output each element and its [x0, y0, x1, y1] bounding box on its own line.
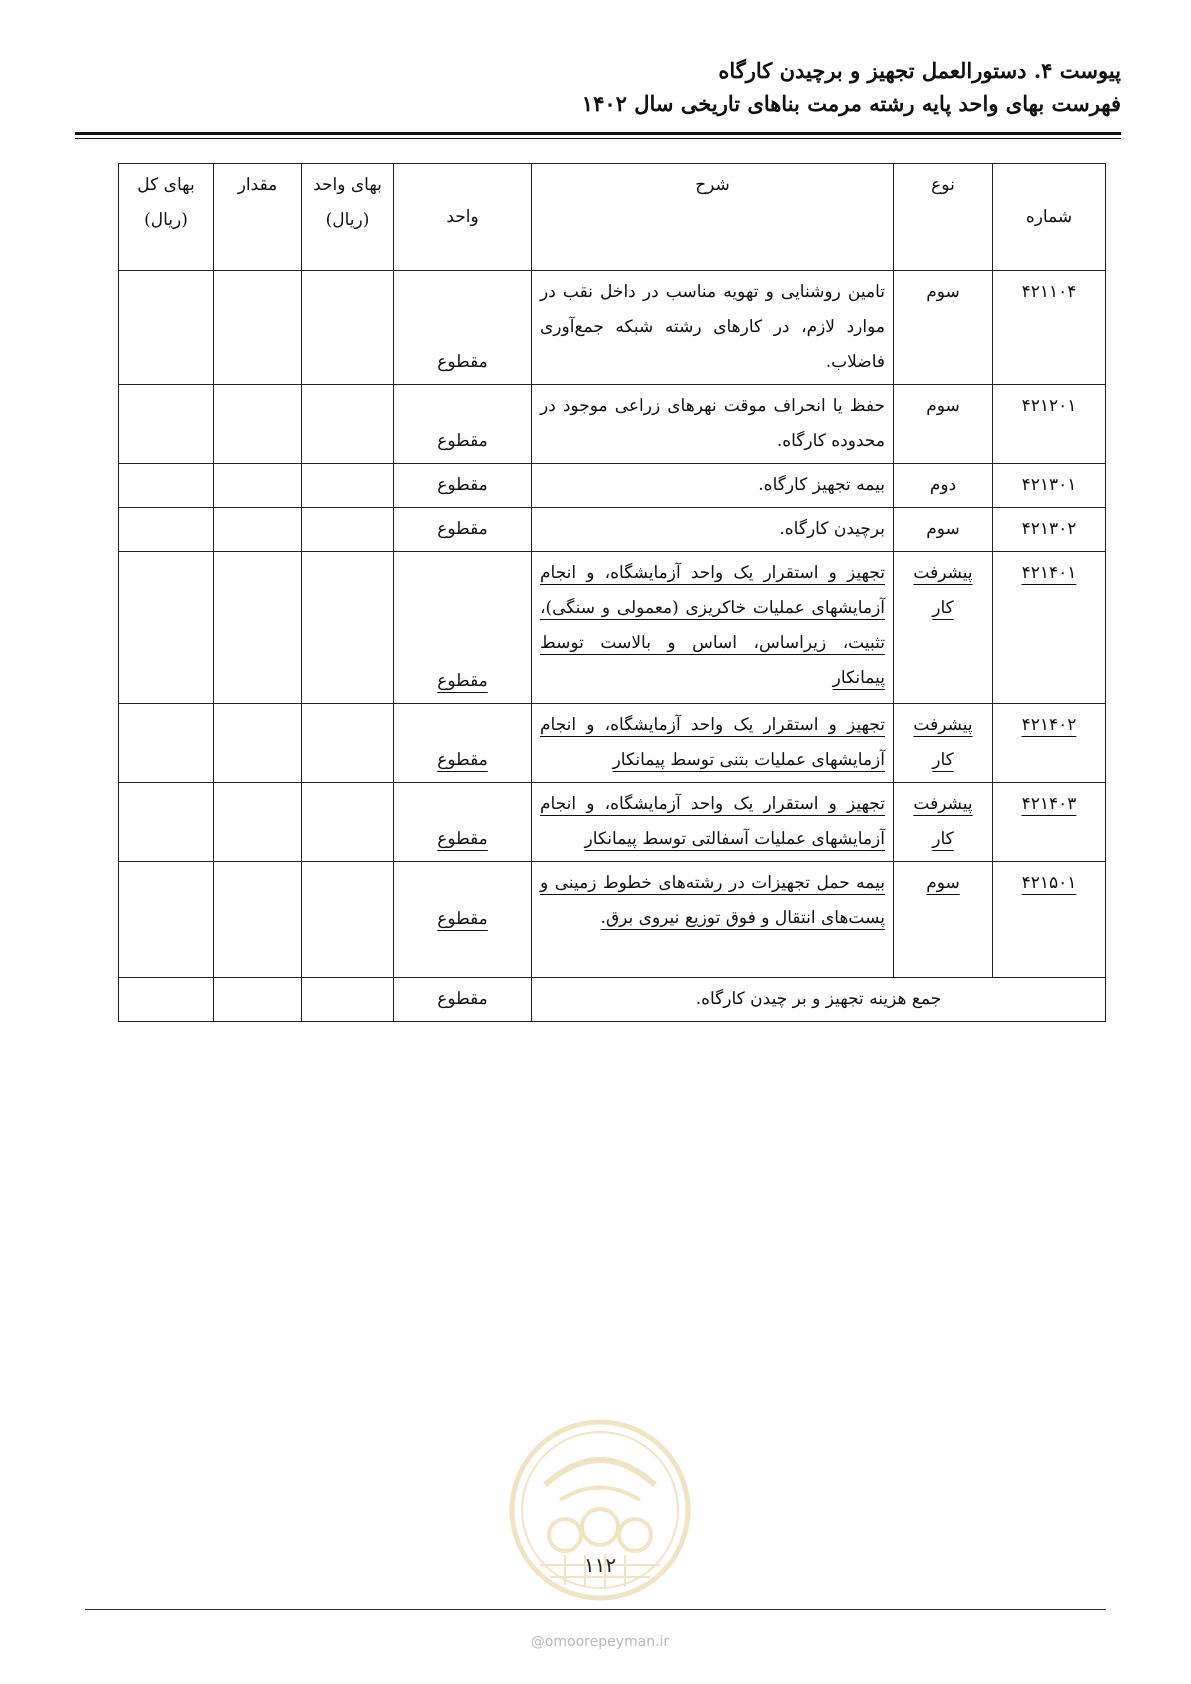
row-description — [532, 862, 894, 978]
row-unit-text: مقطوع — [437, 750, 488, 770]
row-quantity — [214, 271, 302, 385]
row-description-text: تجهیز و استقرار یک واحد آزمایشگاه، و انجام آزمایشهای عملیات بتنی توسط پیمانکار — [540, 715, 885, 770]
row-description — [532, 704, 894, 783]
row-description — [532, 783, 894, 862]
row-total-price — [119, 271, 214, 385]
row-number — [993, 704, 1106, 783]
row-description — [532, 271, 894, 385]
total-row-total-price — [119, 978, 214, 1022]
row-description-text: برچیدن کارگاه. — [779, 519, 885, 539]
row-type: سوم — [894, 271, 993, 385]
header-rule-thick — [75, 132, 1121, 135]
row-unit-text: مقطوع — [437, 829, 488, 849]
row-number — [993, 862, 1106, 978]
row-description-text: بیمه حمل تجهیزات در رشته‌های خطوط زمینی و پست‌های انتقال و فوق توزیع نیروی برق. — [540, 873, 885, 928]
row-type-text: سوم — [926, 873, 960, 893]
row-type: سوم — [894, 385, 993, 464]
row-number: ۴۲۱۳۰۱ — [993, 464, 1106, 508]
row-total-price — [119, 552, 214, 704]
col-header-number: شماره — [993, 164, 1106, 271]
table-row — [119, 552, 1106, 704]
total-row-quantity — [214, 978, 302, 1022]
row-number — [993, 783, 1106, 862]
col-header-total-price: بهای کل (ریال) — [119, 164, 214, 271]
row-description-text: تجهیز و استقرار یک واحد آزمایشگاه، و انجام آزمایشهای عملیات آسفالتی توسط پیمانکار — [540, 794, 885, 849]
price-table — [118, 163, 1106, 1022]
row-unit — [394, 704, 532, 783]
row-unit — [394, 862, 532, 978]
row-quantity — [214, 464, 302, 508]
row-type: دوم — [894, 464, 993, 508]
row-unit-price — [302, 385, 394, 464]
header-rule-thin — [75, 138, 1121, 139]
table-row — [119, 464, 1106, 508]
row-number: ۴۲۱۲۰۱ — [993, 385, 1106, 464]
row-unit-text: مقطوع — [437, 909, 488, 929]
row-description — [532, 552, 894, 704]
row-number-text: ۴۲۱۵۰۱ — [1021, 873, 1077, 893]
price-list-title: فهرست بهای واحد پایه رشته مرمت بناهای تاریخی سال ۱۴۰۲ — [581, 91, 1121, 116]
row-unit-text: مقطوع — [437, 671, 488, 691]
row-description — [532, 508, 894, 552]
row-description-text: تجهیز و استقرار یک واحد آزمایشگاه، و انجام آزمایشهای عملیات خاکریزی (معمولی و سنگی)، تثبیت، زیراساس، اساس و بالاست توسط پیمانکار — [540, 563, 885, 688]
row-description — [532, 385, 894, 464]
total-row-unit-price — [302, 978, 394, 1022]
row-unit-price — [302, 783, 394, 862]
row-type — [894, 704, 993, 783]
total-row-unit: مقطوع — [394, 978, 532, 1022]
row-quantity — [214, 552, 302, 704]
row-description-text: تامین روشنایی و تهویه مناسب در داخل نقب در موارد لازم، در کارهای رشته شبکه جمع‌آوری فاضلاب. — [540, 282, 885, 372]
row-total-price — [119, 783, 214, 862]
row-unit — [394, 783, 532, 862]
row-type — [894, 783, 993, 862]
table-row — [119, 704, 1106, 783]
row-quantity — [214, 862, 302, 978]
total-row — [119, 978, 1106, 1022]
row-type — [894, 862, 993, 978]
row-unit: مقطوع — [394, 464, 532, 508]
row-unit: مقطوع — [394, 271, 532, 385]
row-number-text: ۴۲۱۴۰۳ — [1021, 794, 1077, 814]
table-row — [119, 271, 1106, 385]
total-row-label: جمع هزینه تجهیز و بر چیدن کارگاه. — [532, 978, 1106, 1022]
table-row — [119, 508, 1106, 552]
row-quantity — [214, 385, 302, 464]
col-header-unit: واحد — [394, 164, 532, 271]
row-description-text: بیمه تجهیز کارگاه. — [758, 475, 885, 495]
row-total-price — [119, 385, 214, 464]
row-unit-price — [302, 552, 394, 704]
row-number — [993, 552, 1106, 704]
table-header-row — [119, 164, 1106, 271]
table-row — [119, 862, 1106, 978]
appendix-title: پیوست ۴. دستورالعمل تجهیز و برچیدن کارگاه — [718, 58, 1121, 83]
page-number: ۱۱۲ — [583, 1553, 617, 1577]
row-total-price — [119, 862, 214, 978]
row-total-price — [119, 704, 214, 783]
row-type-text: پیشرفت کار — [913, 794, 973, 849]
row-unit: مقطوع — [394, 385, 532, 464]
col-header-type: نوع — [894, 164, 993, 271]
row-number-text: ۴۲۱۴۰۱ — [1021, 563, 1077, 583]
row-unit-price — [302, 271, 394, 385]
row-number: ۴۲۱۱۰۴ — [993, 271, 1106, 385]
row-type — [894, 552, 993, 704]
row-description — [532, 464, 894, 508]
row-unit-price — [302, 508, 394, 552]
table-row — [119, 783, 1106, 862]
row-type-text: پیشرفت کار — [913, 715, 973, 770]
row-quantity — [214, 783, 302, 862]
row-unit-price — [302, 862, 394, 978]
table-row — [119, 385, 1106, 464]
row-total-price — [119, 508, 214, 552]
row-number: ۴۲۱۳۰۲ — [993, 508, 1106, 552]
row-unit — [394, 552, 532, 704]
footer-rule — [85, 1609, 1106, 1610]
row-description-text: حفظ یا انحراف موقت نهرهای زراعی موجود در محدوده کارگاه. — [540, 396, 885, 451]
row-type: سوم — [894, 508, 993, 552]
row-unit-price — [302, 464, 394, 508]
footer-site-watermark: @omoorepeyman.ir — [530, 1634, 670, 1650]
col-header-unit-price: بهای واحد (ریال) — [302, 164, 394, 271]
row-quantity — [214, 508, 302, 552]
row-quantity — [214, 704, 302, 783]
row-number-text: ۴۲۱۴۰۲ — [1021, 715, 1077, 735]
row-unit-price — [302, 704, 394, 783]
col-header-description: شرح — [532, 164, 894, 271]
row-total-price — [119, 464, 214, 508]
row-type-text: پیشرفت کار — [913, 563, 973, 618]
row-unit: مقطوع — [394, 508, 532, 552]
page-header — [75, 55, 1121, 121]
col-header-quantity: مقدار — [214, 164, 302, 271]
